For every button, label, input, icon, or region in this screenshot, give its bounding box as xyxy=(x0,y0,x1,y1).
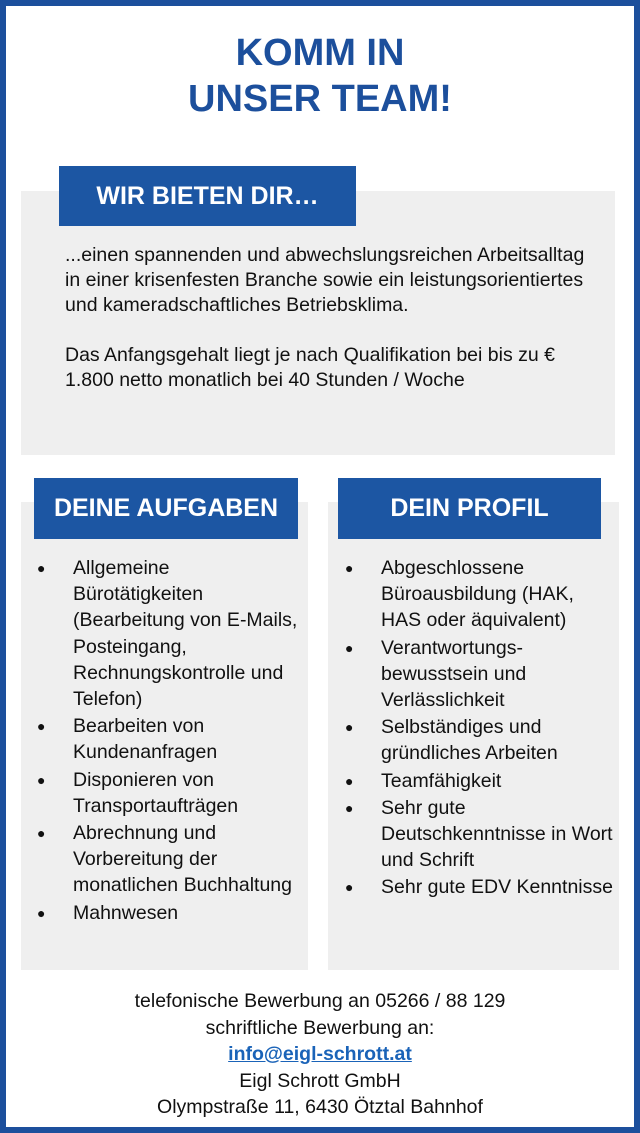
profile-list xyxy=(342,555,614,902)
list-item: ● Abrechnung und Vorbereitung der monatlichen Buchhaltung xyxy=(37,822,292,897)
written-application-line: schriftliche Bewerbung an: xyxy=(205,1016,435,1039)
phone-line: telefonische Bewerbung an 05266 / 88 129 xyxy=(134,990,506,1012)
bullet-icon: ● xyxy=(345,772,354,789)
offer-tab-label: WIR BIETEN DIR… xyxy=(59,166,356,226)
offer-paragraph-2: Das Anfangsgehalt liegt je nach Qualifikation bei bis zu € 1.800 netto monatlich bei 40 Stunden / Woche xyxy=(65,344,555,391)
contact-footer xyxy=(0,988,640,1121)
headline xyxy=(0,30,640,122)
bullet-icon: ● xyxy=(37,560,46,576)
offer-paragraph-1: ...einen spannenden und abwechslungsreichen Arbeitsalltag in einer krisenfesten Branche sowie ein leistungsorientiertes und kameradschaftliches Betriebsklima. xyxy=(65,244,585,316)
bullet-icon: ● xyxy=(345,879,354,896)
bullet-icon: ● xyxy=(37,904,46,921)
offer-text xyxy=(65,243,585,418)
list-item: ● Mahnwesen xyxy=(34,900,304,926)
bullet-icon: ● xyxy=(37,825,46,842)
bullet-icon: ● xyxy=(37,718,46,735)
list-item: ● Disponieren von Transportaufträgen xyxy=(37,768,239,817)
bullet-icon: ● xyxy=(345,719,354,736)
list-item: ● Sehr gute Deutschkenntnisse in Wort und Schrift xyxy=(345,796,613,872)
bullet-icon: ● xyxy=(345,560,354,576)
list-item: ● Bearbeiten von Kundenanfragen xyxy=(37,715,218,764)
bullet-icon: ● xyxy=(37,771,46,788)
list-item: ● Selbständiges und gründliches Arbeiten xyxy=(345,716,558,765)
list-item: ● Abgeschlossene Büroausbildung (HAK, HAS oder äquivalent) xyxy=(345,557,574,632)
address: Olympstraße 11, 6430 Ötztal Bahnhof xyxy=(157,1096,483,1118)
headline-line-2: UNSER TEAM! xyxy=(188,78,452,120)
list-item: ● Verantwortungs-bewusstsein und Verlässlichkeit xyxy=(345,636,527,712)
company-name: Eigl Schrott GmbH xyxy=(239,1069,401,1092)
list-item: ● Sehr gute EDV Kenntnisse xyxy=(342,874,614,900)
list-item: ● Teamfähigkeit xyxy=(342,768,614,794)
headline-line-1: KOMM IN xyxy=(235,32,405,74)
tasks-list xyxy=(34,555,304,927)
profile-tab-label: DEIN PROFIL xyxy=(338,478,601,539)
tasks-tab-label: DEINE AUFGABEN xyxy=(34,478,298,539)
bullet-icon: ● xyxy=(345,639,354,656)
bullet-icon: ● xyxy=(345,799,354,816)
list-item: ● Allgemeine Bürotätigkeiten (Bearbeitung von E-Mails, Posteingang, Rechnungskontrolle und Telefon) xyxy=(37,557,298,711)
email-link[interactable]: info@eigl-schrott.at xyxy=(228,1043,412,1065)
